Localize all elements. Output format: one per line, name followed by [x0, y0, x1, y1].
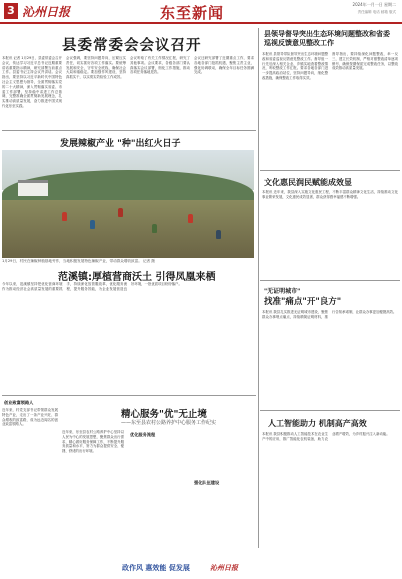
section-title: 东至新闻 — [160, 4, 225, 22]
page-footer — [0, 555, 402, 579]
right-mid-text: 本报讯 近年来，我县深入实施文化惠民工程，不断丰富群众精神文化生活，持续推动文化事业繁荣发展，文化惠民成效显著，群众获得感幸福感不断增强。 — [262, 190, 398, 199]
footer-logo: 沁州日报 — [210, 563, 238, 572]
right-bottom-headline: 人工智能助力 机制高产高效 — [268, 419, 367, 428]
header-date: 2024年一月一日 星期二 — [352, 2, 396, 7]
header-info: 责任编辑 电话 邮箱 版式 — [357, 10, 396, 14]
right-mid-headline: 文化惠民润民赋能成效显 — [264, 178, 352, 187]
bottom-story-headline: 精心服务"优"无止境 — [121, 409, 207, 420]
section-rule — [260, 280, 400, 281]
right-top-text-col2: 督导指出，要持续深化问题整改，举一反三，建立长效机制，严格对照整改清单逐项销号，确保按期保质完成整改任务，以整改成效推动高质量发展。 — [332, 52, 398, 71]
main-text-col2: 会议强调，要坚持问题导向，压紧压实责任，切实抓好各项工作落实。要统筹发展和安全，守牢安全底线，确保社会大局和谐稳定。要加强作风建设，坚持真抓实干，以实绩实效检验工作成效。 — [66, 56, 126, 80]
left-story-text: 近年来，村党支部书记带领群众发展特色产业，走出了一条产业兴旺、群众增收的致富路，成为远近闻名的创业致富领路人。 — [2, 408, 58, 427]
right-top-headline: 县领导督导突出生态环境问题整改和省委巡视反馈意见整改工作 — [264, 30, 390, 47]
mid-story-headline: 范溪镇:厚植营商沃土 引得凤凰来栖 — [58, 272, 216, 283]
right-story-headline: 找准"痛点"开"良方" — [264, 297, 342, 307]
bottom-story-text-col1: 近年来，东至县农村公路养护中心坚持以人民为中心的发展思想，聚焦群众出行需求，精心做好服务保障工作，不断提升服务质量和水平，努力为群众提供安全、便捷、舒适的出行环境。 — [62, 430, 124, 454]
section-rule — [260, 410, 400, 411]
page-number: 3 — [4, 3, 18, 19]
photo-caption: 1月29日，村民在辣椒种植基地劳作，当地积极发展特色辣椒产业，带动群众增收致富。 记者 摄 — [2, 259, 155, 263]
column-rule — [258, 28, 259, 548]
main-text-col4: 会议还研究部署了近期重点工作，要求各地各部门抢抓机遇，聚焦主责主业，强化协调联动，确保全年目标任务圆满完成。 — [194, 56, 254, 75]
page-header — [0, 0, 402, 24]
section-rule — [2, 130, 256, 131]
masthead-logo: 沁州日报 — [22, 5, 71, 19]
main-headline: 县委常委会会议召开 — [62, 38, 202, 54]
bottom-story-subhead-b: 强化队伍建设 — [194, 480, 220, 485]
bottom-story-subtitle: ——东至县农村公路养护中心服务工作纪实 — [121, 420, 217, 426]
right-story-kicker: "无证明城市" — [264, 288, 301, 295]
right-story-text: 本报讯 我县扎实推进无证明城市建设，聚焦群众办事堵点痛点，持续精简证明材料，推行告知承诺制，让群众办事更加便捷高效。 — [262, 310, 397, 319]
right-top-text-col1: 本报讯 县领导带队督导突出生态环境问题整改和省委巡视反馈意见整改工作。督导组一行先后深入相关企业、乡镇实地查看整改情况，听取整改工作汇报。要求各地各部门进一步提高政治站位，坚持问题导向，细化整改措施，确保整改工作取得实效。 — [262, 52, 328, 80]
main-text-col3: 会议听取了有关工作情况汇报，研究了其他事项。会议要求，各级各部门要认真落实会议部署，细化工作措施，推动各项任务落地见效。 — [130, 56, 190, 75]
right-bottom-text: 本报讯 我县积极推动人工智能技术在农业生产中的应用，推广智能化农机装备，助力农业增产增效，为乡村振兴注入新动能。 — [262, 432, 390, 441]
bottom-story-subhead-a: 优化服务流程 — [130, 432, 156, 437]
mid-story-text: 今年以来，范溪镇坚持把优化营商环境作为推动经济社会高质量发展的重要抓手，持续深化放管服改革，优化服务流程，提升服务效能，为企业发展营造良好环境，一批优质项目纷纷落户。 — [2, 282, 182, 291]
news-photo — [2, 150, 254, 258]
photo-story-headline: 发展辣椒产业 "种"出红火日子 — [60, 139, 181, 149]
section-rule — [2, 395, 256, 396]
left-story-heading: 创业致富领路人 — [4, 400, 34, 405]
main-text-col1: 本报讯 记者 1月29日，县委常委会召开会议，传达学习习近平总书记近期重要讲话重要指示精神，研究部署当前重点工作。县委书记主持会议并讲话。会议指出，要坚持以习近平新时代中国特色社会主义思想为指导，全面贯彻落实党的二十大精神，深入贯彻落实省委、市委工作部署，坚持稳中求进工作总基调，完整准确全面贯彻新发展理念，扎实推动高质量发展，奋力推进中国式现代化东至实践。 — [2, 56, 62, 108]
section-rule — [260, 170, 400, 171]
footer-slogan: 政作风 惠效能 促发展 — [122, 564, 190, 572]
